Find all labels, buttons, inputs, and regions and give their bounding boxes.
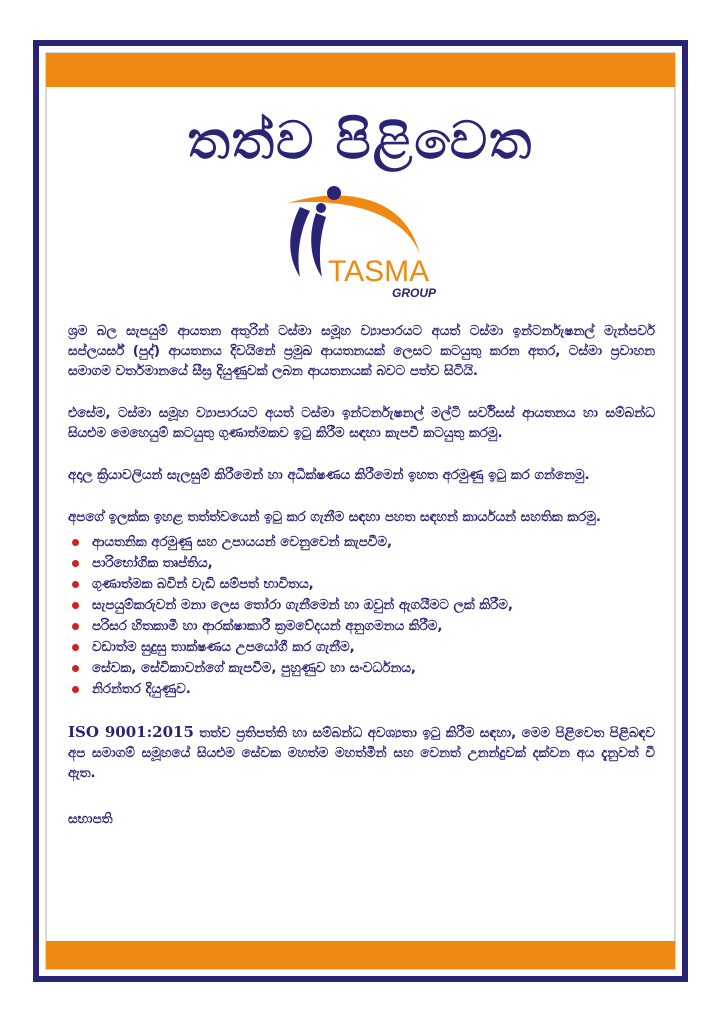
list-item: සේවක, සේවිකාවන්ගේ කැපවීම, පුහුණුව හා සංවර්ධනය,: [92, 658, 655, 679]
list-item: පාරිභෝගික තෘප්තිය,: [92, 553, 655, 574]
paragraph-4: අපගේ ඉලක්ක ඉහළ තත්ත්වයෙන් ඉටු කර ගැනීම සඳහා පහත සඳහන් කාර්යයන් සහතික කරමු.: [68, 510, 601, 525]
logo-swoosh: [288, 195, 420, 255]
iso-standard: ISO 9001:2015: [68, 723, 194, 741]
bullet-dot-icon: [72, 602, 79, 609]
list-item: ආයතනික අරමුණු සහ උපායයන් වෙනුවෙන් කැපවීම,: [92, 532, 655, 553]
logo-figure: [290, 207, 310, 277]
page-title: තත්ව පිළිවෙත: [187, 111, 534, 171]
paragraph-2: එසේම, ටස්මා සමූහ ව්‍යාපාරයට අයත් ටස්මා ඉන්ටර්නැෂනල් මල්ටි සර්විසස් ආයතනය හා සම්බන්ධ සියළුම මෙහෙයුම් කටයුතු ගුණාත්මකව ඉටු කිරීම සඳහා කැපවී කටයුතු කරමු.: [68, 406, 655, 441]
policy-content: [68, 322, 655, 830]
logo-brand-sub: GROUP: [392, 286, 437, 300]
logo-dot: [327, 186, 341, 200]
bullet-dot-icon: [72, 665, 79, 672]
objectives-list: [68, 532, 655, 700]
tasma-logo: [270, 185, 460, 325]
logo-figure: [311, 213, 326, 277]
paragraph-3: අදාල ක්‍රියාවලියන් සැලසුම් කිරීමෙන් හා අධීක්ෂණය කිරීමෙන් ඉහත අරමුණු ඉටු කර ගන්නෙමු.: [68, 468, 590, 483]
bullet-dot-icon: [72, 581, 79, 588]
list-item: වඩාත්ම සුදුසු තාක්ෂණය උපයෝගී කර ගැනීම,: [92, 637, 655, 658]
signature-title: සභාපති: [68, 812, 113, 827]
paragraph-1: ශ්‍රම බල සැපයුම් ආයතන අතුරින් ටස්මා සමූහ ව්‍යාපාරයට අයත් ටස්මා ඉන්ටර්නැෂනල් මැන්පවර් සප්ලයර්ස් (පුද්) ආයතනය දිවයිනේ ප්‍රමුඛ ආයතනයක් ලෙසට කටයුතු කරන අතර, ටස්මා ප්‍රවාහන සමාගම වර්තමානයේ සීඝ්‍ර දියුණුවක් ලබන ආයතනයක් බවට පත්ව සිටියි.: [68, 324, 655, 379]
closing-text: තත්ව ප්‍රතිපත්ති හා සම්බන්ධ අවශ්‍යතා ඉටු කිරීම සඳහා, මෙම පිළිවෙත පිළිබඳව අප සමාගම් සමූහයේ සියළුම සේවක මහත්ම මහත්මීන් සහ වෙනත් උනන්දුවක් දක්වන අය දැනුවත් වී ඇත.: [68, 726, 655, 781]
logo-dot: [316, 203, 326, 213]
bullet-dot-icon: [72, 686, 79, 693]
bottom-orange-band: [46, 941, 675, 969]
list-item: පරිසර හිතකාමී හා ආරක්ෂාකාරී ක්‍රමවේදයන් අනුගමනය කිරීම,: [92, 616, 655, 637]
list-item: නිරන්තර දියුණුව.: [92, 679, 655, 700]
bullet-dot-icon: [72, 560, 79, 567]
bullet-dot-icon: [72, 644, 79, 651]
list-item: ගුණාත්මක බවින් වැඩි සම්පත් භාවිතය,: [92, 574, 655, 595]
logo-brand-name: TASMA: [328, 255, 430, 288]
closing-paragraph: [68, 722, 655, 784]
top-orange-band: [46, 53, 675, 87]
bullet-dot-icon: [72, 623, 79, 630]
bullet-dot-icon: [72, 539, 79, 546]
list-item: සැපයුම්කරුවන් මනා ලෙස තෝරා ගැනීමෙන් හා ඔවුන් ඇගයීමට ලක් කිරීම,: [92, 595, 655, 616]
